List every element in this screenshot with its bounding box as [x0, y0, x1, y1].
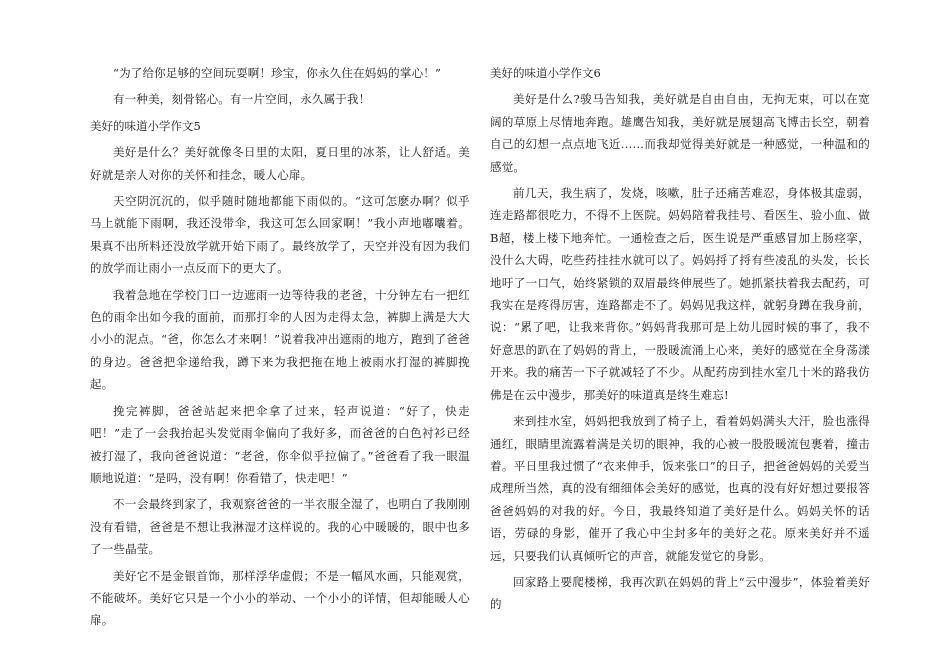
essay-title: 美好的味道小学作文6: [490, 66, 601, 80]
paragraph: 美好它不是金银首饰，那样浮华虚假；不是一幅风水画，只能观赏，不能破坏。美好它只是一个小小的举动、一个小小的详情，但却能暖人心扉。: [90, 568, 470, 628]
left-column: [90, 62, 470, 636]
paragraph: 美好是什么？美好就像冬日里的太阳，夏日里的冰茶，让人舒适。美好就是亲人对你的关怀和挂念，暖人心扉。: [90, 145, 470, 182]
right-column: [490, 62, 870, 620]
paragraph: 前几天，我生病了，发烧，咳嗽，肚子还痛苦难忍，身体极其虚弱，连走路都很吃力，不得不上医院。妈妈陪着我挂号、看医生、验小血、做B超，楼上楼下地奔忙。一通检查之后，医生说是严重感冒加上肠痉挛，没什么大碍，吃些药挂挂水就可以了。妈妈捋了捋有些凌乱的头发，长长地吁了一口气，始终紧锁的双眉最终伸展些了。她抓紧扶着我去配药，可我实在是疼得厉害，连路都走不了。妈妈见我这样，就躬身蹲在我身前，说：“累了吧，让我来背你。”妈妈背我那可是上幼儿园时候的事了，我不好意思的趴在了妈妈的背上，一股暖流涌上心来，美好的感觉在全身荡漾开来。我的痛苦一下子就减轻了不少。从配药房到挂水室几十米的路我仿佛是在云中漫步，那美好的味道真是终生难忘!: [490, 186, 870, 402]
paragraph: 有一种美，刻骨铭心。有一片空间，永久属于我！: [113, 92, 371, 107]
paragraph: “为了给你足够的空间玩耍啊！珍宝，你永久住在妈妈的掌心！”: [113, 66, 442, 80]
paragraph: 我着急地在学校门口一边遮雨一边等待我的老爸，十分钟左右一把红色的雨伞出如今我的面前，而那打伞的人因为走得太急，裤脚上满是大大小小的泥点。“爸，你怎么才来啊！”说着我冲出遮雨的地方，跑到了爸爸的身边。爸爸把伞递给我，蹲下来为我把拖在地上被雨水打湿的裤脚挽起。: [90, 287, 470, 392]
paragraph: 不一会最终到家了，我观察爸爸的一半衣服全湿了，也明白了我刚刚没有看错，爸爸是不想让我淋湿才这样说的。我的心中暖暖的，眼中也多了一些晶莹。: [90, 497, 470, 557]
paragraph: 美好是什么?骏马告知我，美好就是自由自由，无拘无束，可以在宽阔的草原上尽情地奔跑。雄鹰告知我，美好就是展翅高飞博击长空，朝着自己的幻想一点点地飞近……而我却觉得美好就是一种感觉，一种温和的感觉。: [490, 92, 870, 174]
paragraph: 来到挂水室，妈妈把我放到了椅子上，看着妈妈满头大汗，脸也涨得通红，眼睛里流露着满是关切的眼神，我的心被一股股暖流包裹着，撞击着。平日里我过惯了“衣来伸手，饭来张口”的日子，把爸爸妈妈的关爱当成理所当然，真的没有细细体会美好的感觉，也真的没有好好想过要报答爸爸妈妈的对我的好。今日，我最终知道了美好是什么。妈妈关怀的话语，劳碌的身影，催开了我心中尘封多年的美好之花。原来美好并不遥远，只要我们认真倾听它的声音，就能发觉它的身影。: [490, 414, 870, 563]
essay-title: 美好的味道小学作文5: [90, 118, 201, 133]
paragraph: 天空阴沉沉的，似乎随时随地都能下雨似的。“这可怎麽办啊？似乎马上就能下雨啊，我还没带伞，我这可怎么回家啊！”我小声地嘟囔着。果真不出所料还没放学就开始下雨了。最终放学了，天空并没有因为我们的放学而让雨小一点反而下的更大了。: [90, 194, 470, 276]
paragraph: 回家路上要爬楼梯，我再次趴在妈妈的背上“云中漫步”，体验着美好的: [490, 574, 870, 612]
paragraph: 挽完裤脚，爸爸站起来把伞拿了过来，轻声说道：“好了，快走吧！”走了一会我抬起头发觉雨伞偏向了我好多，而爸爸的白色衬衫已经被打湿了，我向爸爸说道：“老爸，你伞似乎拉偏了。”爸爸看了我一眼温顺地说道：“是吗，没有啊！你看错了，快走吧！”: [90, 403, 470, 485]
